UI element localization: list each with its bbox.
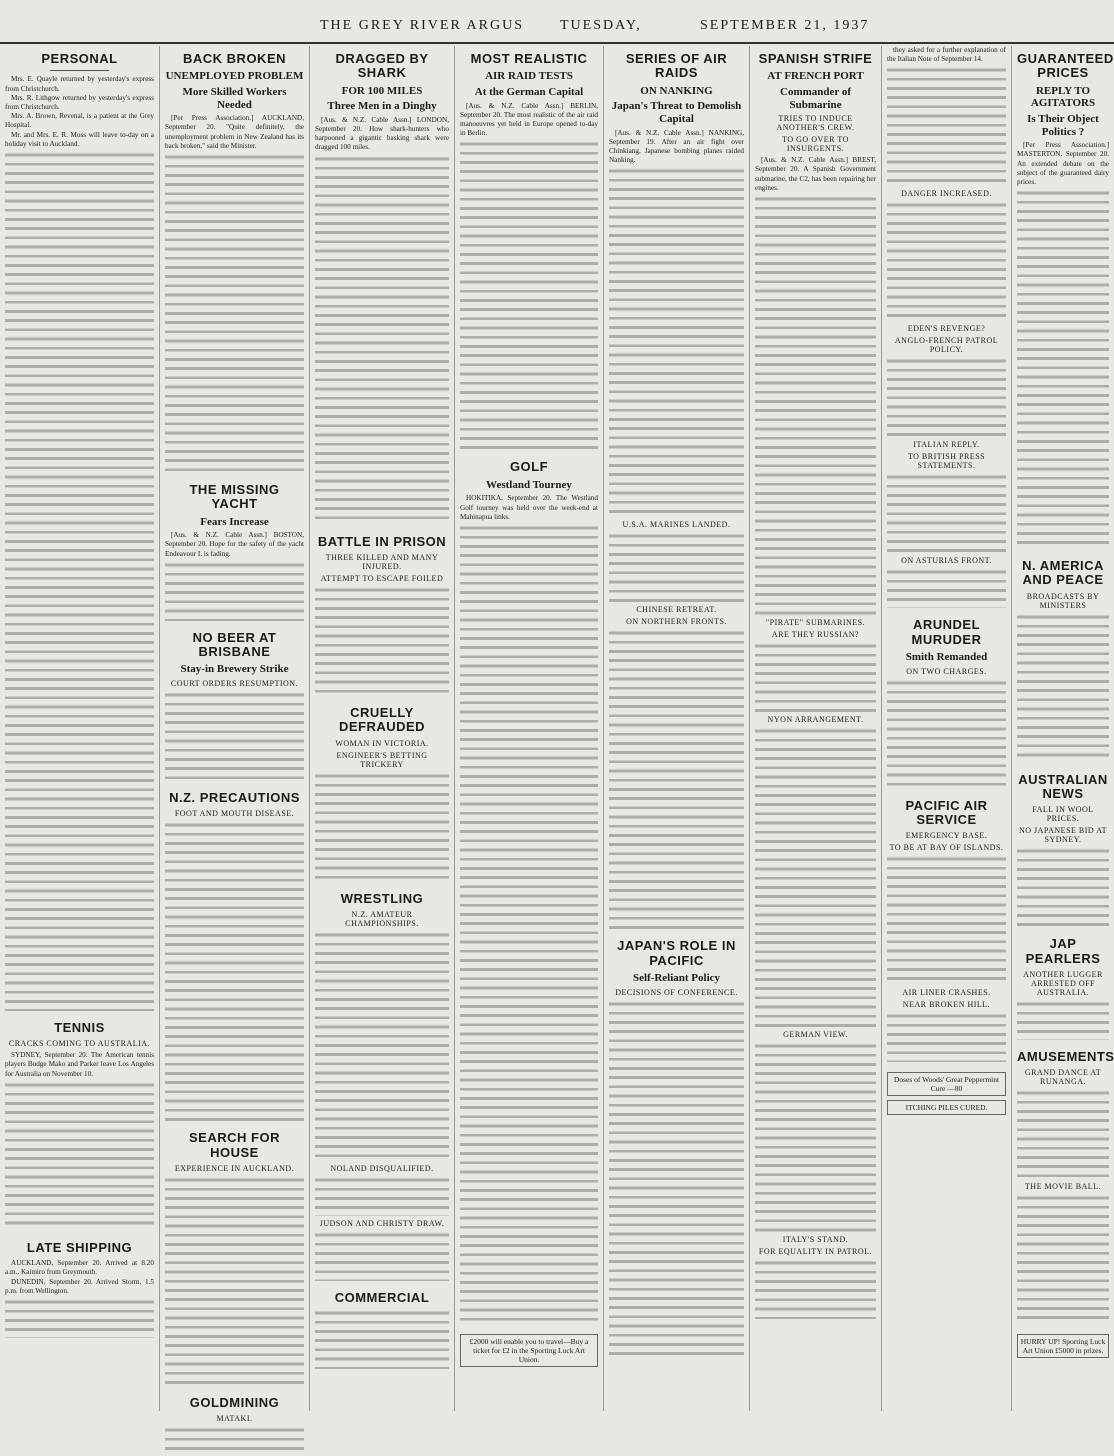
subhead: EXPERIENCE IN AUCKLAND. bbox=[174, 1164, 295, 1173]
newspaper-title: THE GREY RIVER ARGUS bbox=[320, 18, 524, 33]
article-spanish-strife bbox=[755, 52, 876, 1319]
article-air-raid-tests bbox=[460, 52, 598, 450]
paragraph: HOKITIKA, September 20. The Westland Golf tourney was held over the week-end at Mahinapua links. bbox=[460, 494, 598, 521]
subhead: WOMAN IN VICTORIA. bbox=[335, 738, 429, 748]
headline-personal: PERSONAL bbox=[41, 51, 118, 66]
subhead: TO BE AT BAY OF ISLANDS. bbox=[889, 843, 1004, 853]
ad-text: Doses of Woods' Great Peppermint Cure bbox=[893, 1075, 1000, 1094]
article-air-raids-nanking bbox=[609, 52, 744, 929]
subhead: TRIES TO INDUCE ANOTHER'S CREW. bbox=[776, 114, 855, 133]
article-commercial bbox=[315, 1291, 449, 1369]
paragraph: SYDNEY, September 20. The American tennis players Budge Mako and Parker leave Los Angeles for Australia on November 10. bbox=[5, 1051, 154, 1078]
issue-date: SEPTEMBER 21, 1937 bbox=[700, 18, 870, 33]
article-jap-pearlers bbox=[1017, 937, 1109, 1040]
body-text-lines bbox=[315, 772, 449, 882]
body-text-lines bbox=[887, 679, 1006, 789]
body-text-lines bbox=[609, 1000, 744, 1360]
body-text-lines bbox=[1017, 1000, 1109, 1040]
subhead: FALL IN WOOL PRICES. bbox=[1032, 805, 1094, 824]
advertisement bbox=[1017, 1334, 1109, 1358]
headline: SEARCH FOR HOUSE bbox=[189, 1130, 280, 1160]
subhead: EMERGENCY BASE. bbox=[905, 831, 988, 841]
subhead: COURT ORDERS RESUMPTION. bbox=[170, 679, 299, 689]
article-arundel bbox=[887, 618, 1006, 788]
article-cruelly-defrauded bbox=[315, 706, 449, 882]
body-text-lines bbox=[1017, 1089, 1109, 1179]
subhead: Stay-in Brewery Strike bbox=[180, 663, 289, 676]
headline: MOST REALISTIC bbox=[470, 51, 588, 66]
headline: BACK BROKEN bbox=[183, 51, 286, 66]
article-pacific-air bbox=[887, 799, 1006, 1063]
headline: AMUSEMENTS bbox=[1017, 1048, 1114, 1064]
subhead: NYON ARRANGEMENT. bbox=[767, 715, 864, 725]
subhead: ITALY'S STAND. bbox=[782, 1235, 849, 1245]
column-4 bbox=[455, 46, 604, 1411]
subhead: ENGINEER'S BETTING TRICKERY bbox=[336, 750, 428, 769]
subhead: DECISIONS OF CONFERENCE. bbox=[615, 987, 738, 997]
article-search-for-house bbox=[165, 1131, 304, 1386]
body-text-lines bbox=[887, 201, 1006, 321]
subhead: ANGLO-FRENCH PATROL POLICY. bbox=[894, 336, 999, 355]
body-text-lines bbox=[1017, 1194, 1109, 1324]
subhead: ON TWO CHARGES. bbox=[906, 666, 987, 676]
headline: AUSTRALIAN NEWS bbox=[1018, 771, 1108, 802]
body-text-lines bbox=[315, 586, 449, 696]
headline: JAP PEARLERS bbox=[1025, 936, 1101, 966]
ad-text: £2000 will enable you to travel—Buy a ticket for £2 in the Sporting Luck Art Union. bbox=[469, 1336, 589, 1364]
headline: COMMERCIAL bbox=[334, 1289, 430, 1305]
article-nz-precautions bbox=[165, 791, 304, 1121]
body-text-lines bbox=[315, 931, 449, 1161]
subhead: Commander of Submarine bbox=[780, 85, 851, 111]
subhead: UNEMPLOYED PROBLEM bbox=[165, 70, 304, 83]
headline-shipping: LATE SHIPPING bbox=[26, 1239, 133, 1255]
subhead: ON NORTHERN FRONTS. bbox=[626, 617, 727, 627]
body-text-lines bbox=[460, 524, 598, 1324]
subhead: EDEN'S REVENGE? bbox=[907, 324, 986, 334]
subhead: ON ASTURIAS FRONT. bbox=[901, 556, 992, 566]
subhead: FOR 100 MILES bbox=[341, 84, 423, 97]
column-8 bbox=[1012, 46, 1114, 1411]
body-text-lines bbox=[887, 473, 1006, 553]
subhead: AT FRENCH PORT bbox=[767, 70, 864, 83]
subhead: Self-Reliant Policy bbox=[632, 971, 721, 984]
body-text-lines bbox=[165, 561, 304, 621]
headline: WRESTLING bbox=[340, 890, 424, 906]
article-tennis bbox=[5, 1021, 154, 1231]
body-text-lines bbox=[887, 357, 1006, 437]
body-text-lines bbox=[609, 532, 744, 602]
body-text-lines bbox=[165, 691, 304, 781]
body-text-lines bbox=[755, 1042, 876, 1232]
headline: ARUNDEL MURUDER bbox=[911, 617, 982, 647]
subhead: Three Men in a Dinghy bbox=[327, 100, 437, 113]
article-personal bbox=[5, 52, 154, 1011]
ad-headline: ITCHING PILES CURED. bbox=[905, 1103, 988, 1113]
body-text-lines bbox=[1017, 847, 1109, 927]
headline: GOLF bbox=[509, 459, 549, 475]
headline: JAPAN'S ROLE IN PACIFIC bbox=[617, 938, 736, 968]
article-japan-pacific bbox=[609, 939, 744, 1359]
body-text-lines bbox=[609, 629, 744, 929]
subhead: ANOTHER LUGGER ARRESTED OFF AUSTRALIA. bbox=[1023, 969, 1103, 997]
body-text-lines bbox=[1017, 189, 1109, 549]
article-back-broken bbox=[165, 52, 304, 473]
paragraph: they asked for a further explanation of the Italian Note of September 14. bbox=[887, 46, 1006, 64]
paragraph: [Aus. & N.Z. Cable Assn.] NANKING, September 19. After an air fight over Chinkiang, Japanese bombing planes raided Nanking. bbox=[609, 128, 744, 165]
headline: NO BEER AT BRISBANE bbox=[192, 629, 277, 660]
body-text-lines bbox=[755, 195, 876, 615]
issue-day: TUESDAY, bbox=[560, 18, 642, 33]
subhead: CRACKS COMING TO AUSTRALIA. bbox=[8, 1039, 151, 1049]
body-text-lines bbox=[5, 1298, 154, 1338]
subhead: NEAR BROKEN HILL. bbox=[902, 1000, 991, 1010]
subhead: N.Z. AMATEUR CHAMPIONSHIPS. bbox=[345, 909, 419, 928]
paragraph: [Per Press Association.] MASTERTON, September 20. An extended debate on the subject of the guaranteed dairy prices. bbox=[1017, 141, 1109, 186]
subhead: NOLAND DISQUALIFIED. bbox=[330, 1163, 434, 1173]
article-no-beer bbox=[165, 631, 304, 781]
body-text-lines bbox=[5, 151, 154, 1011]
body-text-lines bbox=[887, 1012, 1006, 1062]
subhead: ARE THEY RUSSIAN? bbox=[771, 630, 860, 640]
article-spanish-continued bbox=[887, 46, 1006, 608]
body-text-lines bbox=[887, 66, 1006, 186]
subhead: U.S.A. MARINES LANDED. bbox=[622, 520, 731, 530]
headline: N.Z. PRECAUTIONS bbox=[169, 790, 300, 806]
subhead: CHINESE RETREAT. bbox=[636, 605, 717, 615]
subhead: Smith Remanded bbox=[905, 651, 988, 663]
body-text-lines bbox=[165, 153, 304, 473]
subhead: Is Their Object Politics ? bbox=[1027, 112, 1099, 138]
headline: GOLDMINING bbox=[189, 1395, 280, 1410]
body-text-lines bbox=[315, 1176, 449, 1216]
column-7 bbox=[882, 46, 1012, 1411]
headline: SPANISH STRIFE bbox=[758, 51, 873, 66]
body-text-lines bbox=[887, 855, 1006, 985]
body-text-lines bbox=[315, 155, 449, 525]
body-text-lines bbox=[315, 1231, 449, 1281]
subhead: FOOT AND MOUTH DISEASE. bbox=[174, 809, 295, 819]
headline-tennis: TENNIS bbox=[54, 1019, 105, 1035]
body-text-lines bbox=[755, 1259, 876, 1319]
article-america-peace bbox=[1017, 559, 1109, 763]
column-6 bbox=[750, 46, 882, 1411]
headline: BATTLE IN PRISON bbox=[317, 533, 447, 549]
subhead: FOR EQUALITY IN PATROL. bbox=[758, 1247, 873, 1257]
paragraph: DUNEDIN, September 20. Arrived Storm, 1.5 p.m. from Wellington. bbox=[5, 1277, 154, 1295]
ad-text: HURRY UP! Sporting Luck Art Union £5000 in prizes. bbox=[1020, 1337, 1106, 1356]
article-goldmining bbox=[165, 1396, 304, 1456]
subhead: ON NANKING bbox=[640, 84, 713, 97]
body-text-lines bbox=[165, 821, 304, 1121]
body-text-lines bbox=[887, 568, 1006, 608]
article-guaranteed-prices bbox=[1017, 51, 1114, 549]
article-australian-news bbox=[1017, 773, 1109, 928]
subhead: Japan's Threat to Demolish Capital bbox=[611, 100, 742, 125]
paragraph: Mrs. A. Brown, Revenal, is a patient at the Grey Hospital. bbox=[5, 112, 154, 130]
subhead: GRAND DANCE AT RUNANGA. bbox=[1024, 1068, 1102, 1087]
subhead: "PIRATE" SUBMARINES. bbox=[765, 618, 866, 628]
masthead bbox=[0, 0, 1114, 44]
paragraph: Mrs. E. Quayle returned by yesterday's express from Christchurch. bbox=[5, 75, 154, 93]
subhead: BROADCASTS BY MINISTERS bbox=[1026, 591, 1100, 610]
article-battle-in-prison bbox=[315, 535, 449, 696]
article-shipping bbox=[5, 1241, 154, 1338]
body-text-lines bbox=[165, 1176, 304, 1386]
column-3 bbox=[310, 46, 455, 1411]
article-missing-yacht bbox=[165, 483, 304, 621]
article-wrestling bbox=[315, 892, 449, 1281]
divider bbox=[50, 70, 110, 71]
body-text-lines bbox=[755, 642, 876, 712]
subhead: At the German Capital bbox=[474, 85, 584, 98]
column-1 bbox=[0, 46, 160, 1411]
headline: N. AMERICA AND PEACE bbox=[1022, 558, 1104, 588]
subhead: THE MOVIE BALL. bbox=[1024, 1182, 1102, 1192]
paragraph: [Aus. & N.Z. Cable Assn.] BERLIN, September 20. The most realistic of the air raid manoeuvres yet held in Europe opened to-day in Berlin. bbox=[460, 101, 598, 138]
subhead: REPLY TO AGITATORS bbox=[1030, 84, 1096, 110]
headline: GUARANTEED PRICES bbox=[1017, 51, 1114, 81]
body-text-lines bbox=[5, 1081, 154, 1231]
body-text-lines bbox=[755, 727, 876, 1027]
headline: DRAGGED BY SHARK bbox=[335, 51, 429, 81]
headline: CRUELLY DEFRAUDED bbox=[338, 704, 426, 735]
paragraph: [Aus. & N.Z. Cable Assn.] BREST, September 20. A Spanish Government submarine, the C2, has been repairing her engines. bbox=[755, 156, 876, 192]
body-text-lines bbox=[1017, 613, 1109, 763]
column-2 bbox=[160, 46, 310, 1424]
subhead: MATAKI. bbox=[216, 1414, 253, 1424]
subhead: ATTEMPT TO ESCAPE FOILED bbox=[320, 573, 444, 583]
article-amusements bbox=[1017, 1048, 1114, 1324]
subhead: ITALIAN REPLY. bbox=[913, 440, 980, 450]
subhead: AIR LINER CRASHES. bbox=[902, 988, 991, 998]
subhead: Westland Tourney bbox=[486, 478, 572, 491]
paragraph: [Aus. & N.Z. Cable Assn.] BOSTON, September 20. Hope for the safety of the yacht Endeavour I. is fading. bbox=[165, 531, 304, 558]
column-5 bbox=[604, 46, 750, 1411]
article-golf bbox=[460, 460, 598, 1324]
article-dragged-by-shark bbox=[315, 52, 449, 525]
paragraph: AUCKLAND, September 20. Arrived at 8.20 a.m., Kaimiro from Greymouth. bbox=[5, 1259, 154, 1277]
paragraph: [Per Press Association.] AUCKLAND, September 20. "Quite definitely, the unemployment problem in New Zealand has its back broken," said the Minister. bbox=[165, 114, 304, 150]
subhead: NO JAPANESE BID AT SYDNEY. bbox=[1018, 826, 1108, 845]
subhead: THREE KILLED AND MANY INJURED. bbox=[325, 552, 439, 571]
subhead: GERMAN VIEW. bbox=[783, 1030, 848, 1040]
paragraph: [Aus. & N.Z. Cable Assn.] LONDON, September 20. How shark-hunters who harpooned a gigantic basking shark were dragged 100 miles. bbox=[315, 115, 449, 152]
subhead: DANGER INCREASED. bbox=[901, 189, 992, 199]
body-text-lines bbox=[165, 1426, 304, 1456]
subhead: AIR RAID TESTS bbox=[485, 70, 573, 83]
ad-text: —80 bbox=[947, 1084, 963, 1094]
headline: THE MISSING YACHT bbox=[189, 482, 280, 512]
paragraph: Mrs. R. Lithgow returned by yesterday's express from Christchurch. bbox=[5, 93, 154, 111]
headline: PACIFIC AIR SERVICE bbox=[905, 797, 988, 827]
body-text-lines bbox=[315, 1309, 449, 1369]
advertisement bbox=[887, 1072, 1006, 1096]
headline: SERIES OF AIR RAIDS bbox=[625, 51, 728, 81]
paragraph: Mr. and Mrs. E. R. Moss will leave to-day on a holiday visit to Auckland. bbox=[5, 130, 154, 148]
advertisement bbox=[887, 1100, 1006, 1115]
advertisement bbox=[460, 1334, 598, 1367]
subhead: Fears Increase bbox=[200, 515, 269, 528]
subhead: TO BRITISH PRESS STATEMENTS. bbox=[907, 452, 986, 471]
body-text-lines bbox=[609, 167, 744, 517]
subhead: More Skilled Workers Needed bbox=[182, 85, 287, 111]
subhead: JUDSON AND CHRISTY DRAW. bbox=[319, 1218, 445, 1228]
body-text-lines bbox=[460, 140, 598, 450]
subhead: TO GO OVER TO INSURGENTS. bbox=[782, 135, 849, 154]
